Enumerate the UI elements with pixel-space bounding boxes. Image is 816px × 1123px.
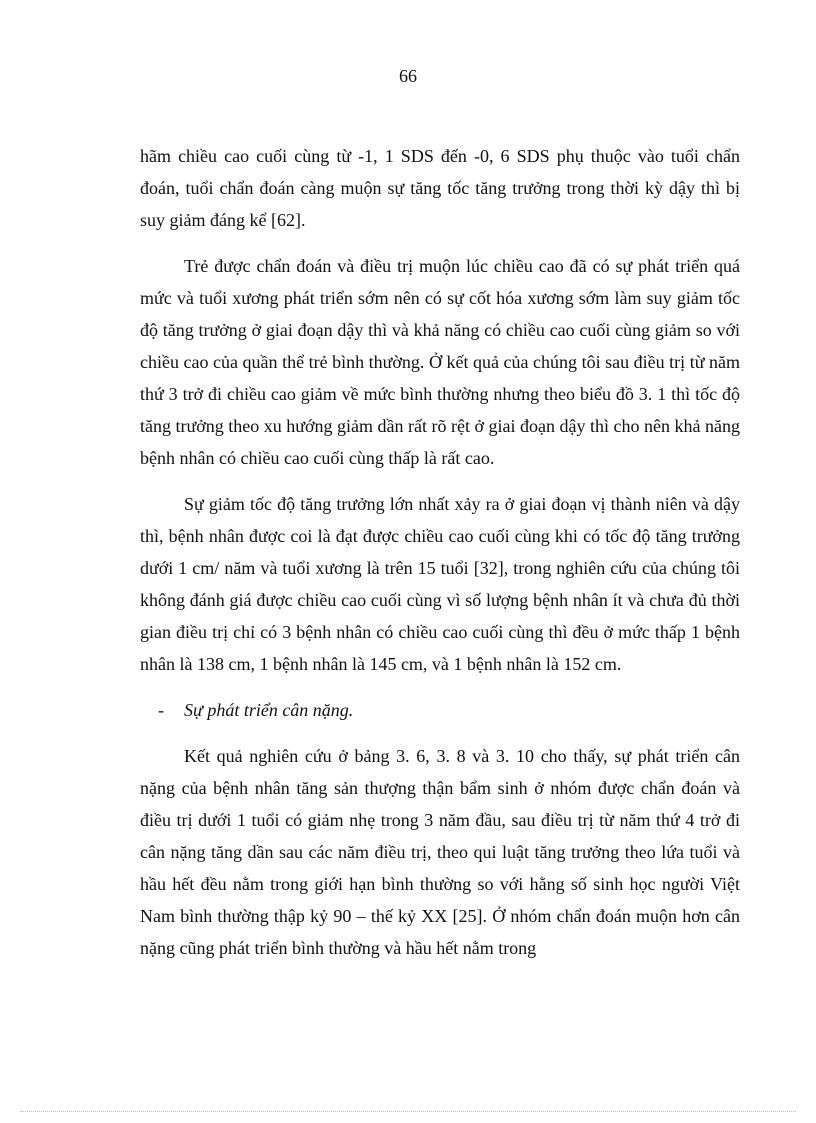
paragraph-late-diagnosis: Trẻ được chẩn đoán và điều trị muộn lúc chiều cao đã có sự phát triển quá mức và tuổi xương phát triển sớm nên có sự cốt hóa xương sớm làm suy giảm tốc độ tăng trưởng ở giai đoạn dậy thì và khả năng có chiều cao cuối cùng giảm so với chiều cao của quần thể trẻ bình thường. Ở kết quả của chúng tôi sau điều trị từ năm thứ 3 trở đi chiều cao giảm về mức bình thường nhưng theo biểu đồ 3. 1 thì tốc độ tăng trưởng theo xu hướng giảm dần rất rõ rệt ở giai đoạn dậy thì cho nên khả năng bệnh nhân có chiều cao cuối cùng thấp là rất cao.	[140, 256, 740, 468]
body-text	[140, 140, 740, 978]
bullet-dash: -	[158, 700, 164, 720]
paragraph-weight-results: Kết quả nghiên cứu ở bảng 3. 6, 3. 8 và 3. 10 cho thấy, sự phát triển cân nặng của bệnh nhân tăng sản thượng thận bẩm sinh ở nhóm được chẩn đoán và điều trị dưới 1 tuổi có giảm nhẹ trong 3 năm đầu, sau điều trị từ năm thứ 4 trở đi cân nặng tăng dần sau các năm điều trị, theo qui luật tăng trưởng theo lứa tuổi và hầu hết đều nằm trong giới hạn bình thường so với hằng số sinh học người Việt Nam bình thường thập kỷ 90 – thế kỷ XX [25]. Ở nhóm chẩn đoán muộn hơn cân nặng cũng phát triển bình thường và hầu hết nằm trong	[140, 746, 740, 958]
page-number: 66	[399, 66, 417, 86]
bullet-heading: Sự phát triển cân nặng.	[184, 700, 354, 720]
paragraph-continuation: hãm chiều cao cuối cùng từ -1, 1 SDS đến -0, 6 SDS phụ thuộc vào tuổi chẩn đoán, tuổi chẩn đoán càng muộn sự tăng tốc tăng trưởng trong thời kỳ dậy thì bị suy giảm đáng kể [62].	[140, 146, 740, 230]
footer-divider	[20, 1111, 796, 1112]
paragraph-growth-decline: Sự giảm tốc độ tăng trưởng lớn nhất xảy ra ở giai đoạn vị thành niên và dậy thì, bệnh nhân được coi là đạt được chiều cao cuối cùng khi có tốc độ tăng trưởng dưới 1 cm/ năm và tuổi xương là trên 15 tuổi [32], trong nghiên cứu của chúng tôi không đánh giá được chiều cao cuối cùng vì số lượng bệnh nhân ít và chưa đủ thời gian điều trị chỉ có 3 bệnh nhân có chiều cao cuối cùng thì đều ở mức thấp 1 bệnh nhân là 138 cm, 1 bệnh nhân là 145 cm, và 1 bệnh nhân là 152 cm.	[140, 494, 740, 674]
bullet-weight-development	[140, 694, 740, 726]
